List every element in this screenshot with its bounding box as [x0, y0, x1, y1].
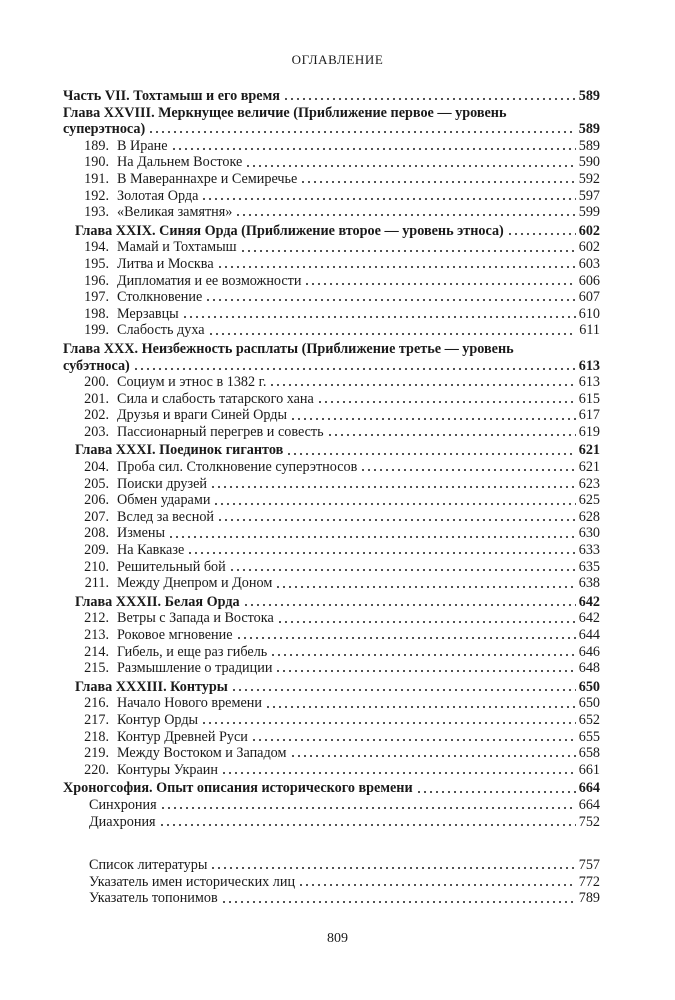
toc-entry-sub	[63, 797, 600, 814]
dot-leader	[298, 883, 576, 887]
dot-leader	[221, 900, 576, 904]
dot-leader	[133, 367, 576, 371]
entry-page-number: 602	[578, 222, 600, 239]
dot-leader	[507, 232, 576, 236]
entry-title: Сила и слабость татарского хана	[117, 390, 314, 407]
dot-leader	[243, 603, 576, 607]
section-number: 198.	[84, 305, 109, 322]
section-number: 197.	[84, 289, 109, 306]
entry-page-number: 633	[578, 542, 600, 559]
section-number: 218.	[84, 728, 109, 745]
toc-entry-sec	[63, 729, 600, 746]
entry-page-number: 642	[578, 610, 600, 627]
toc-entry-chap	[63, 223, 600, 240]
entry-page-number: 610	[578, 305, 600, 322]
toc-entry-chap	[63, 594, 600, 611]
dot-leader	[290, 754, 576, 758]
entry-title: Роковое мгновение	[117, 627, 233, 643]
entry-page-number: 664	[578, 796, 600, 813]
entry-title: суперэтноса)	[63, 121, 146, 138]
entry-page-number: 757	[578, 857, 600, 874]
entry-title: Проба сил. Столкновение суперэтносов	[117, 459, 358, 476]
entry-title: Друзья и враги Синей Орды	[117, 407, 288, 424]
entry-title: На Дальнем Востоке	[117, 154, 243, 171]
dot-leader	[160, 806, 576, 810]
entry-page-number: 664	[578, 780, 600, 797]
entry-title: «Великая замятня»	[117, 204, 233, 221]
entry-title: Часть VII. Тохтамыш и его время	[63, 88, 280, 104]
section-number: 205.	[84, 475, 109, 492]
entry-page-number: 619	[578, 423, 600, 440]
entry-page-number: 623	[578, 475, 600, 492]
section-number: 200.	[84, 374, 109, 391]
entry-title: Пассионарный перегрев и совесть	[117, 423, 324, 440]
entry-title: Дипломатия и ее возможности	[117, 272, 302, 289]
entry-page-number: 621	[578, 459, 600, 476]
section-number: 206.	[84, 492, 109, 509]
entry-title: субэтноса)	[63, 357, 130, 374]
toc-entry-sec	[63, 660, 600, 677]
section-number: 193.	[84, 204, 109, 221]
entry-page-number: 628	[578, 508, 600, 525]
dot-leader	[171, 147, 576, 151]
dot-leader	[317, 400, 576, 404]
toc-entry-chrono	[63, 780, 600, 797]
dot-leader	[231, 688, 576, 692]
entry-page-number: 650	[578, 678, 600, 695]
entry-page-number: 644	[578, 627, 600, 643]
entry-title: Ветры с Запада и Востока	[117, 610, 274, 627]
dot-leader	[275, 669, 575, 673]
entry-page-number: 602	[578, 239, 600, 256]
section-number: 207.	[84, 508, 109, 525]
section-number: 214.	[84, 643, 109, 660]
toc-entry-sec	[63, 762, 600, 779]
toc-entry-sec	[63, 559, 600, 576]
dot-leader	[235, 213, 575, 217]
toc-entry-chap	[63, 121, 600, 138]
toc-entry-chap	[63, 442, 600, 459]
section-number: 208.	[84, 525, 109, 542]
toc-entry-sec	[63, 695, 600, 712]
section-number: 220.	[84, 761, 109, 778]
toc-entry-sec	[63, 188, 600, 205]
dot-leader	[210, 485, 576, 489]
entry-page-number: 613	[578, 357, 600, 374]
section-number: 204.	[84, 459, 109, 476]
dot-leader	[300, 180, 575, 184]
entry-page-number: 658	[578, 745, 600, 762]
dot-leader	[304, 282, 575, 286]
dot-leader	[217, 265, 576, 269]
dot-leader	[290, 417, 576, 421]
entry-title: Глава XXXIII. Контуры	[75, 678, 228, 695]
entry-page-number: 650	[578, 695, 600, 712]
entry-page-number: 589	[578, 137, 600, 154]
section-number: 219.	[84, 745, 109, 762]
section-number: 213.	[84, 627, 109, 643]
entry-page-number: 599	[578, 204, 600, 221]
entry-title: В Иране	[117, 137, 168, 154]
dot-leader	[168, 535, 576, 539]
dot-leader	[182, 315, 576, 319]
entry-page-number: 638	[578, 575, 600, 592]
entry-page-number: 592	[578, 170, 600, 187]
entry-page-number: 613	[578, 374, 600, 391]
entry-page-number: 611	[579, 322, 600, 339]
section-number: 202.	[84, 407, 109, 424]
entry-page-number: 589	[578, 88, 600, 104]
entry-title: Вслед за весной	[117, 508, 215, 525]
toc-entry-sec	[63, 204, 600, 221]
toc-entry-part	[63, 88, 600, 105]
entry-page-number: 642	[578, 593, 600, 610]
entry-title: Золотая Орда	[117, 187, 199, 204]
entry-title: Между Востоком и Западом	[117, 745, 287, 762]
entry-page-number: 652	[578, 711, 600, 728]
entry-title: Диахрония	[89, 813, 156, 830]
toc-entry-chap	[63, 358, 600, 375]
toc-entry-sec	[63, 391, 600, 408]
toc-entry-sec	[63, 289, 600, 306]
page-number: 809	[327, 931, 348, 946]
entry-page-number: 752	[578, 813, 600, 830]
toc-entry-sec	[63, 273, 600, 290]
entry-page-number: 630	[578, 525, 600, 542]
section-number: 212.	[84, 610, 109, 627]
toc-entry-back	[63, 890, 600, 907]
entry-page-number: 590	[578, 154, 600, 171]
entry-page-number: 648	[578, 660, 600, 677]
toc-entry-sec	[63, 644, 600, 661]
section-number: 216.	[84, 695, 109, 712]
entry-title: Размышление о традиции	[117, 660, 273, 677]
toc-entry-sec	[63, 509, 600, 526]
entry-page-number: 789	[578, 890, 600, 907]
entry-title: Обмен ударами	[117, 492, 211, 509]
entry-title: Контур Древней Руси	[117, 728, 248, 745]
toc-entry-sec	[63, 745, 600, 762]
entry-page-number: 617	[578, 407, 600, 424]
entry-title: Указатель топонимов	[89, 890, 218, 907]
entry-title: Глава XXIX. Синяя Орда (Приближение второе — уровень этноса)	[75, 222, 504, 239]
toc-entry-sec	[63, 154, 600, 171]
dot-leader	[210, 866, 575, 870]
section-number: 195.	[84, 255, 109, 272]
entry-title: Столкновение	[117, 289, 203, 306]
section-number: 196.	[84, 272, 109, 289]
dot-leader	[213, 502, 575, 506]
entry-title: Контур Орды	[117, 711, 199, 728]
toc-entry-chap	[63, 679, 600, 696]
section-number: 203.	[84, 423, 109, 440]
toc-entry-sec	[63, 239, 600, 256]
entry-title: Решительный бой	[117, 558, 226, 575]
section-number: 210.	[84, 558, 109, 575]
entry-title: Измены	[117, 525, 166, 542]
toc-entry-sec	[63, 712, 600, 729]
toc-entry-sec	[63, 322, 600, 339]
toc-entry-sec	[63, 256, 600, 273]
entry-title: Глава XXXI. Поединок гигантов	[75, 442, 284, 459]
entry-title: Глава XXX. Неизбежность расплаты (Приближение третье — уровень	[63, 340, 514, 357]
entry-title: Поиски друзей	[117, 475, 207, 492]
entry-page-number: 603	[578, 255, 600, 272]
entry-title: Мамай и Тохтамыш	[117, 239, 237, 256]
toc-entry-sec	[63, 575, 600, 592]
dot-leader	[245, 164, 575, 168]
entry-title: Начало Нового времени	[117, 695, 262, 712]
dot-leader	[187, 551, 575, 555]
dot-leader	[416, 790, 576, 794]
entry-title: Список литературы	[89, 857, 208, 874]
section-number: 209.	[84, 542, 109, 559]
entry-page-number: 606	[578, 272, 600, 289]
entry-page-number: 661	[578, 761, 600, 778]
dot-leader	[201, 721, 576, 725]
entry-page-number: 772	[578, 873, 600, 890]
entry-title: Глава XXXII. Белая Орда	[75, 593, 240, 610]
section-number: 194.	[84, 239, 109, 256]
entry-title: Синхрония	[89, 796, 157, 813]
entry-title: Гибель, и еще раз гибель	[117, 643, 268, 660]
section-number: 217.	[84, 711, 109, 728]
entry-page-number: 621	[578, 442, 600, 459]
dot-leader	[229, 568, 576, 572]
section-number: 189.	[84, 137, 109, 154]
dot-leader	[286, 452, 575, 456]
entry-title: В Мавераннахре и Семиречье	[117, 170, 298, 187]
dot-leader	[265, 705, 576, 709]
entry-title: Хроногсофия. Опыт описания исторического времени	[63, 780, 413, 797]
section-number: 211.	[84, 575, 109, 592]
toc-entry-sec	[63, 374, 600, 391]
toc-entry-sec	[63, 476, 600, 493]
dot-leader	[217, 518, 576, 522]
table-of-contents	[63, 88, 600, 907]
entry-title: На Кавказе	[117, 542, 185, 559]
section-number: 199.	[84, 322, 109, 339]
dot-leader	[201, 197, 575, 201]
page-header: ОГЛАВЛЕНИЕ	[291, 52, 384, 67]
entry-page-number: 625	[578, 492, 600, 509]
dot-leader	[277, 620, 576, 624]
entry-page-number: 646	[578, 643, 600, 660]
toc-entry-sub	[63, 814, 600, 831]
toc-entry-sec	[63, 171, 600, 188]
entry-title: Слабость духа	[117, 322, 205, 339]
dot-leader	[208, 332, 577, 336]
toc-entry-sec	[63, 424, 600, 441]
entry-title: Мерзавцы	[117, 305, 179, 322]
section-number: 190.	[84, 154, 109, 171]
entry-page-number: 615	[578, 390, 600, 407]
dot-leader	[275, 585, 575, 589]
toc-entry-back	[63, 857, 600, 874]
dot-leader	[327, 433, 576, 437]
entry-title: Социум и этнос в 1382 г.	[117, 374, 267, 391]
dot-leader	[360, 468, 575, 472]
entry-page-number: 635	[578, 558, 600, 575]
toc-entry-chap	[63, 341, 600, 358]
entry-title: Между Днепром и Доном	[117, 575, 273, 592]
dot-leader	[236, 636, 576, 640]
toc-entry-chap	[63, 105, 600, 122]
toc-entry-sec	[63, 459, 600, 476]
toc-entry-sec	[63, 138, 600, 155]
toc-entry-sec	[63, 306, 600, 323]
dot-leader	[148, 130, 575, 134]
toc-entry-sec	[63, 407, 600, 424]
entry-title: Контуры Украин	[117, 761, 218, 778]
toc-entry-back	[63, 874, 600, 891]
dot-leader	[283, 97, 576, 101]
entry-title: Глава XXVIII. Меркнущее величие (Приближение первое — уровень	[63, 104, 507, 121]
dot-leader	[269, 383, 575, 387]
dot-leader	[240, 249, 576, 253]
section-number: 201.	[84, 390, 109, 407]
toc-entry-sec	[63, 610, 600, 627]
dot-leader	[159, 823, 576, 827]
toc-entry-sec	[63, 542, 600, 559]
toc-entry-sec	[63, 627, 600, 644]
entry-title: Литва и Москва	[117, 255, 214, 272]
toc-entry-sec	[63, 492, 600, 509]
entry-page-number: 597	[578, 187, 600, 204]
section-number: 192.	[84, 187, 109, 204]
entry-page-number: 589	[578, 121, 600, 138]
dot-leader	[221, 771, 576, 775]
dot-leader	[251, 738, 576, 742]
section-number: 215.	[84, 660, 109, 677]
entry-page-number: 607	[578, 289, 600, 306]
dot-leader	[205, 298, 575, 302]
section-number: 191.	[84, 170, 109, 187]
dot-leader	[270, 653, 575, 657]
entry-page-number: 655	[578, 728, 600, 745]
entry-title: Указатель имен исторических лиц	[89, 873, 296, 890]
toc-entry-sec	[63, 525, 600, 542]
